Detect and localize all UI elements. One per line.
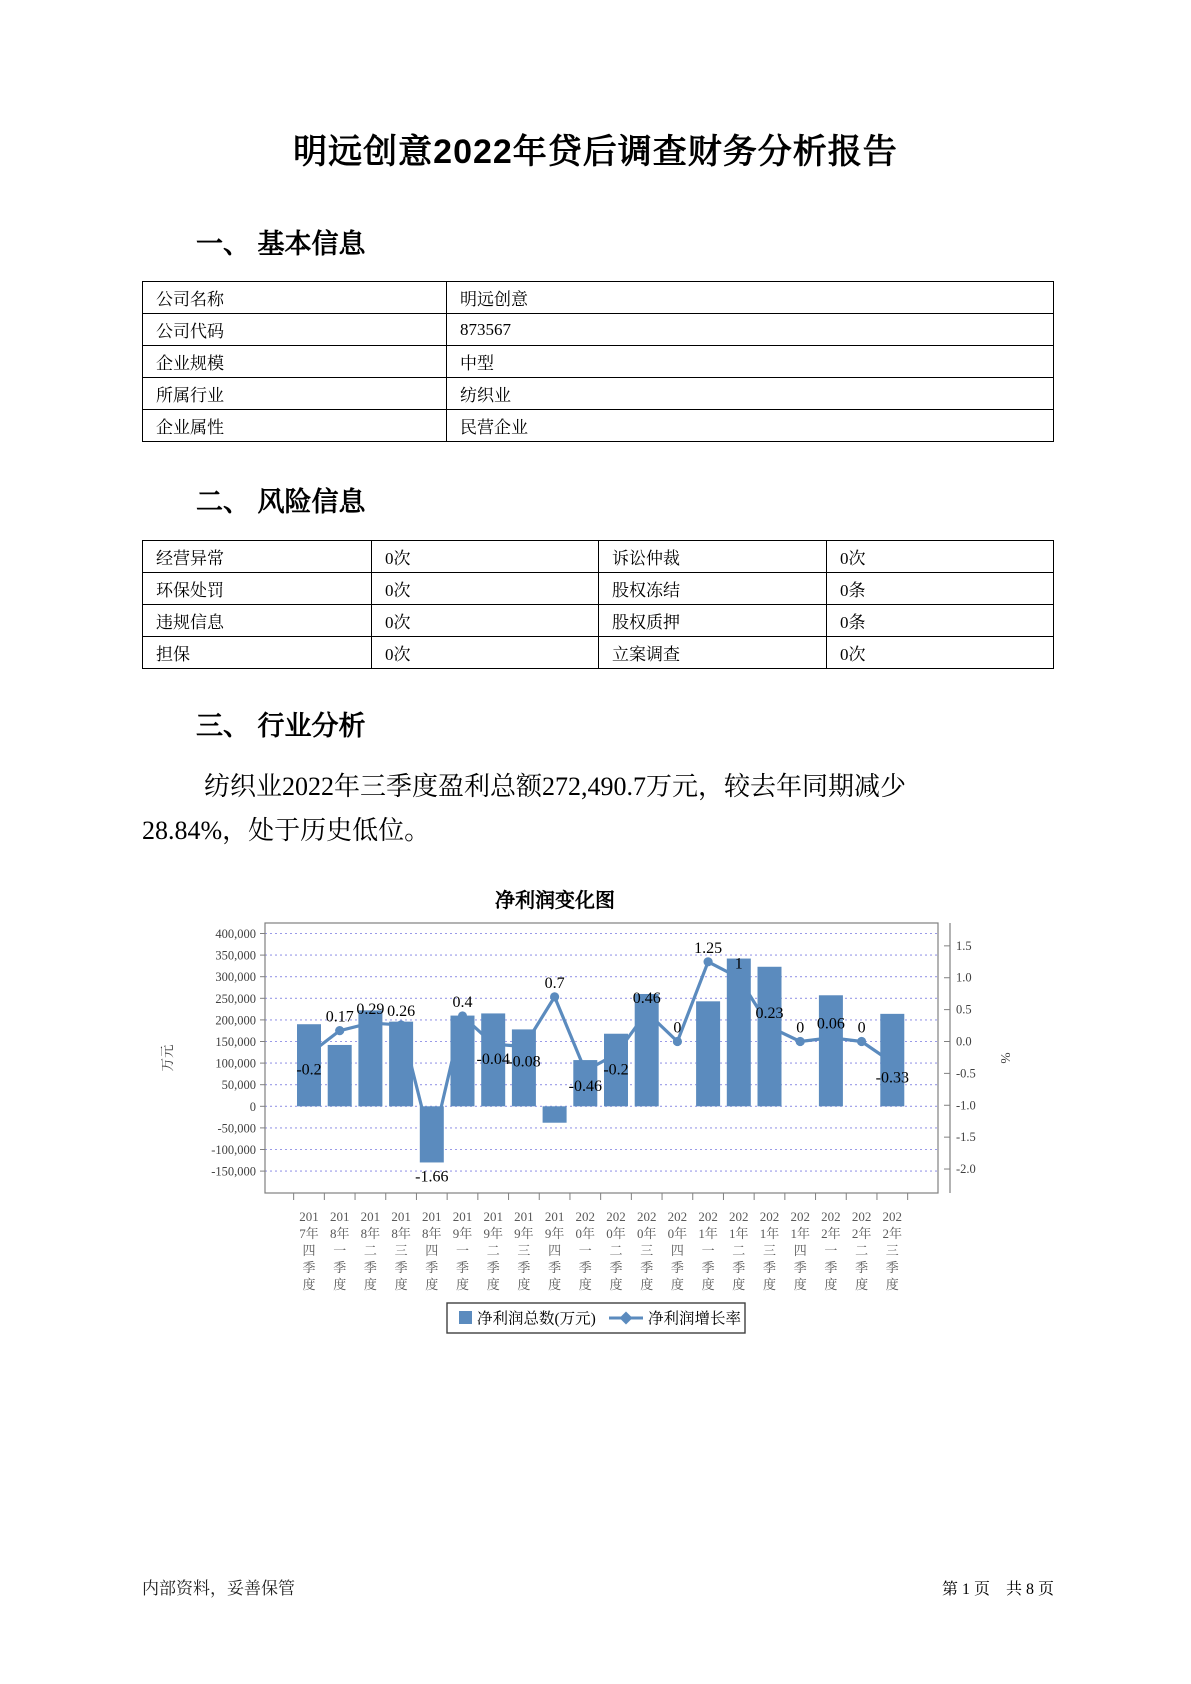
svg-text:-0.2: -0.2 xyxy=(603,1061,629,1079)
cell-label: 企业属性 xyxy=(143,410,447,442)
net-profit-chart xyxy=(150,880,1050,1360)
cell-label: 违规信息 xyxy=(143,605,372,637)
svg-text:2021年三季度: 202 1年三季度 xyxy=(759,1209,780,1292)
svg-text:2020年四季度: 202 0年四季度 xyxy=(667,1209,688,1292)
x-axis xyxy=(294,1193,908,1200)
footer-page-number: 第 1 页 共 8 页 xyxy=(941,1581,1054,1598)
cell-value: 0条 xyxy=(827,605,1054,637)
svg-text:0.23: 0.23 xyxy=(755,1004,784,1022)
svg-text:-0.2: -0.2 xyxy=(296,1061,322,1079)
svg-text:400,000: 400,000 xyxy=(215,927,256,941)
cell-value: 0次 xyxy=(372,637,599,669)
left-axis-title: 万元 xyxy=(160,1044,175,1072)
svg-text:0.29: 0.29 xyxy=(356,1001,385,1019)
svg-text:2022年三季度: 202 2年三季度 xyxy=(882,1209,903,1292)
svg-text:2018年二季度: 201 8年二季度 xyxy=(360,1209,381,1292)
svg-text:200,000: 200,000 xyxy=(215,1013,256,1028)
cell-label: 诉讼仲裁 xyxy=(599,541,827,573)
svg-text:1.25: 1.25 xyxy=(694,939,723,957)
cell-label: 公司代码 xyxy=(143,314,447,346)
svg-text:300,000: 300,000 xyxy=(215,970,256,985)
svg-text:-0.08: -0.08 xyxy=(507,1053,541,1071)
svg-text:0: 0 xyxy=(857,1019,866,1037)
section-heading-industry-analysis: 三、 行业分析 xyxy=(196,711,366,741)
table-row xyxy=(143,605,1054,637)
svg-text:2019年四季度: 201 9年四季度 xyxy=(544,1209,565,1292)
svg-text:0.0: 0.0 xyxy=(956,1034,972,1049)
svg-text:0.4: 0.4 xyxy=(452,993,473,1011)
svg-text:-50,000: -50,000 xyxy=(217,1121,256,1136)
legend-diamond-icon xyxy=(620,1312,633,1325)
left-axis xyxy=(211,927,265,1179)
svg-text:2017年四季度: 201 7年四季度 xyxy=(299,1209,319,1292)
cell-label: 经营异常 xyxy=(143,541,372,573)
table-row xyxy=(143,637,1054,669)
svg-text:350,000: 350,000 xyxy=(215,948,256,963)
cell-value: 0次 xyxy=(372,541,599,573)
svg-text:-0.5: -0.5 xyxy=(956,1066,976,1081)
cell-value: 纺织业 xyxy=(447,378,1054,410)
svg-text:-150,000: -150,000 xyxy=(211,1164,256,1179)
cell-value: 0次 xyxy=(827,541,1054,573)
svg-text:0.46: 0.46 xyxy=(632,990,661,1008)
svg-text:1: 1 xyxy=(734,955,743,973)
table-row xyxy=(143,346,1054,378)
svg-text:0.5: 0.5 xyxy=(956,1002,972,1017)
svg-text:2018年四季度: 201 8年四季度 xyxy=(422,1209,442,1292)
svg-text:1.5: 1.5 xyxy=(956,938,972,953)
svg-text:-1.66: -1.66 xyxy=(415,1168,449,1186)
svg-text:2022年二季度: 202 2年二季度 xyxy=(851,1209,872,1292)
risk-info-table xyxy=(142,540,1054,669)
chart-title: 净利润变化图 xyxy=(495,890,615,912)
svg-text:50,000: 50,000 xyxy=(221,1078,256,1093)
section-heading-risk-info: 二、 风险信息 xyxy=(196,487,366,517)
svg-text:2018年三季度: 201 8年三季度 xyxy=(391,1209,411,1292)
svg-text:-0.46: -0.46 xyxy=(568,1077,602,1095)
svg-text:-0.04: -0.04 xyxy=(476,1051,510,1069)
right-axis-title: % xyxy=(998,1052,1013,1064)
table-row xyxy=(143,314,1054,346)
table-row xyxy=(143,541,1054,573)
svg-text:0.26: 0.26 xyxy=(387,1002,416,1020)
industry-paragraph-line2: 28.84%，处于历史低位。 xyxy=(142,816,431,845)
x-axis-labels xyxy=(299,1209,902,1292)
table-row xyxy=(143,410,1054,442)
cell-value: 民营企业 xyxy=(447,410,1054,442)
svg-text:250,000: 250,000 xyxy=(215,991,256,1006)
table-row xyxy=(143,378,1054,410)
cell-label: 股权质押 xyxy=(599,605,827,637)
cell-value: 中型 xyxy=(447,346,1054,378)
svg-text:2020年一季度: 202 0年一季度 xyxy=(575,1209,596,1292)
industry-paragraph-line1: 纺织业2022年三季度盈利总额272,490.7万元，较去年同期减少 xyxy=(204,772,907,801)
svg-text:2019年一季度: 201 9年一季度 xyxy=(452,1209,473,1292)
legend-bar-label: 净利润总数(万元) xyxy=(477,1310,596,1328)
growth-rate-labels xyxy=(296,940,909,1186)
svg-text:2019年三季度: 201 9年三季度 xyxy=(514,1209,534,1292)
cell-label: 所属行业 xyxy=(143,378,447,410)
svg-text:150,000: 150,000 xyxy=(215,1035,256,1049)
svg-text:0: 0 xyxy=(249,1099,256,1114)
chart-legend xyxy=(447,1303,745,1333)
svg-text:0.7: 0.7 xyxy=(544,974,565,992)
cell-value: 0条 xyxy=(827,573,1054,605)
table-row xyxy=(143,573,1054,605)
footer-confidential-note: 内部资料，妥善保管 xyxy=(142,1579,295,1598)
svg-text:2021年一季度: 202 1年一季度 xyxy=(698,1209,718,1292)
svg-text:-0.33: -0.33 xyxy=(875,1069,909,1087)
right-axis xyxy=(944,923,976,1193)
svg-text:2020年二季度: 202 0年二季度 xyxy=(606,1209,626,1292)
cell-label: 环保处罚 xyxy=(143,573,372,605)
page-title: 明远创意2022年贷后调查财务分析报告 xyxy=(293,133,898,171)
cell-value: 0次 xyxy=(372,605,599,637)
cell-value: 0次 xyxy=(827,637,1054,669)
cell-value: 0次 xyxy=(372,573,599,605)
cell-label: 公司名称 xyxy=(143,282,447,314)
cell-value: 明远创意 xyxy=(447,282,1054,314)
net-profit-bars xyxy=(297,959,904,1163)
cell-label: 企业规模 xyxy=(143,346,447,378)
svg-text:2020年三季度: 202 0年三季度 xyxy=(636,1209,657,1292)
cell-label: 立案调查 xyxy=(599,637,827,669)
svg-text:2021年四季度: 202 1年四季度 xyxy=(790,1209,810,1292)
svg-text:-100,000: -100,000 xyxy=(211,1143,256,1157)
svg-text:0.06: 0.06 xyxy=(816,1015,845,1033)
svg-text:0.17: 0.17 xyxy=(325,1008,354,1026)
section-heading-basic-info: 一、 基本信息 xyxy=(196,229,366,259)
svg-text:0: 0 xyxy=(796,1019,805,1037)
svg-text:2019年二季度: 201 9年二季度 xyxy=(483,1209,503,1292)
svg-text:2018年一季度: 201 8年一季度 xyxy=(329,1209,350,1292)
basic-info-table xyxy=(142,281,1054,442)
table-row xyxy=(143,282,1054,314)
svg-text:2021年二季度: 202 1年二季度 xyxy=(729,1209,749,1292)
svg-text:0: 0 xyxy=(673,1019,682,1037)
cell-label: 担保 xyxy=(143,637,372,669)
cell-label: 股权冻结 xyxy=(599,573,827,605)
svg-text:2022年一季度: 202 2年一季度 xyxy=(821,1209,841,1292)
svg-text:-1.5: -1.5 xyxy=(956,1130,976,1145)
svg-text:100,000: 100,000 xyxy=(215,1056,256,1071)
svg-text:-2.0: -2.0 xyxy=(956,1162,976,1177)
svg-text:1.0: 1.0 xyxy=(956,970,972,985)
cell-value: 873567 xyxy=(447,314,1054,346)
legend-line-label: 净利润增长率 xyxy=(648,1310,742,1328)
legend-bar-swatch xyxy=(459,1311,472,1324)
svg-text:-1.0: -1.0 xyxy=(956,1098,976,1113)
